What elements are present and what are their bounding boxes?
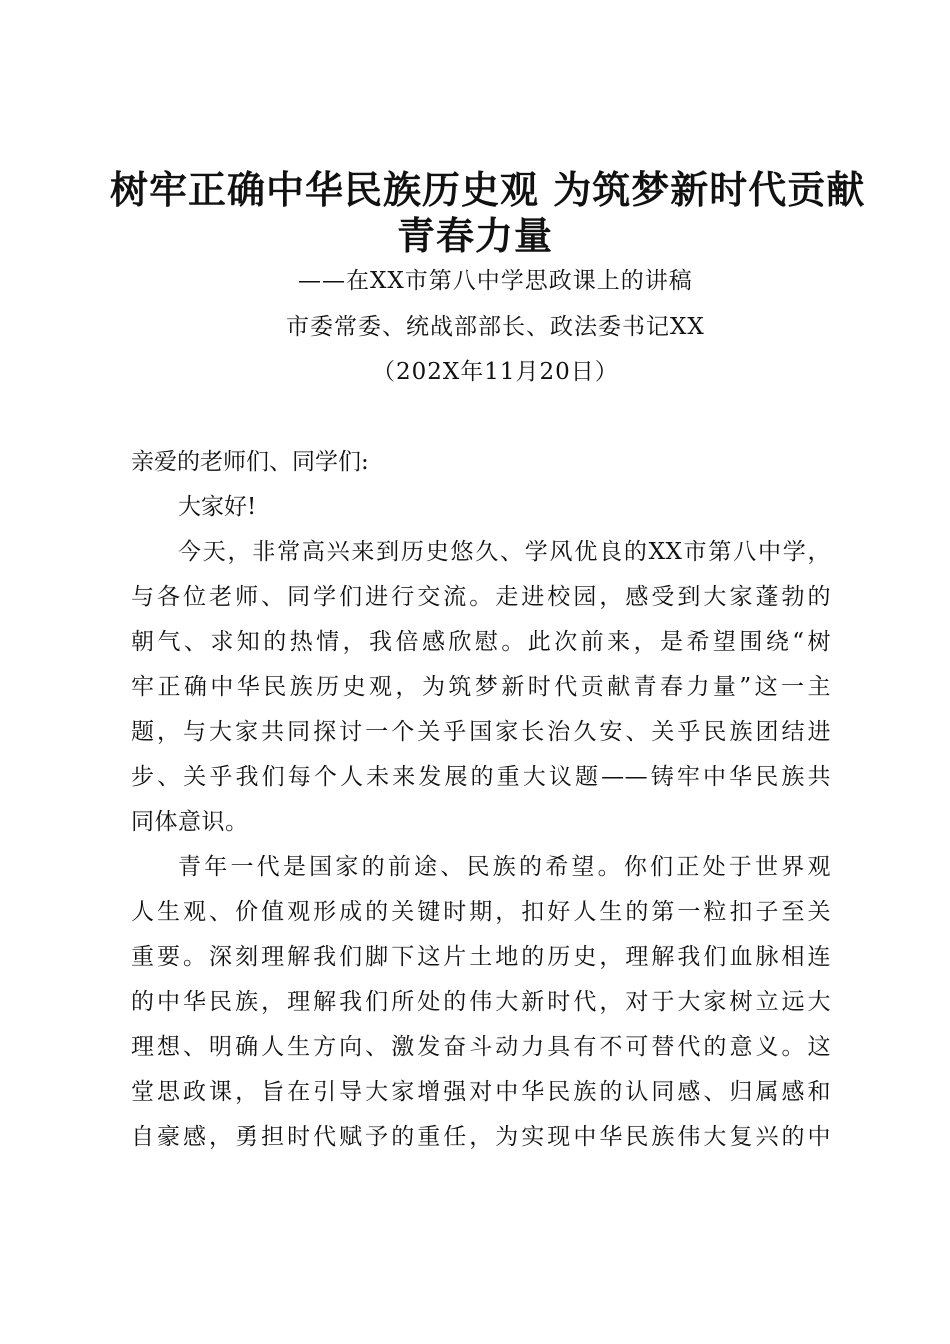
- paragraph-2-line: 自豪感，勇担时代赋予的重任，为实现中华民族伟大复兴的中: [131, 1124, 831, 1150]
- title-line-2: 青春力量: [396, 213, 553, 258]
- title-line-1: 树牢正确中华民族历史观 为筑梦新时代贡献: [110, 167, 866, 212]
- paragraph-2-line: 理想、明确人生方向、激发奋斗动力具有不可替代的意义。这: [131, 1034, 831, 1060]
- date: （202X年11月20日）: [372, 359, 619, 385]
- salutation: 亲爱的老师们、同学们:: [131, 449, 369, 475]
- subtitle: ——在XX市第八中学思政课上的讲稿: [298, 268, 693, 294]
- paragraph-1-line: 与各位老师、同学们进行交流。走进校园，感受到大家蓬勃的: [131, 584, 831, 610]
- paragraph-2-line: 堂思政课，旨在引导大家增强对中华民族的认同感、归属感和: [131, 1079, 831, 1105]
- paragraph-2-line: 青年一代是国家的前途、民族的希望。你们正处于世界观: [178, 854, 831, 880]
- paragraph-2-line: 重要。深刻理解我们脚下这片土地的历史，理解我们血脉相连: [131, 944, 831, 970]
- paragraph-1-line: 今天，非常高兴来到历史悠久、学风优良的XX市第八中学，: [178, 539, 831, 565]
- speaker: 市委常委、统战部部长、政法委书记XX: [286, 314, 705, 340]
- greeting: 大家好!: [178, 494, 257, 520]
- paragraph-2-line: 人生观、价值观形成的关键时期，扣好人生的第一粒扣子至关: [131, 899, 831, 925]
- paragraph-1-line: 步、关乎我们每个人未来发展的重大议题——铸牢中华民族共: [131, 764, 831, 790]
- paragraph-2-line: 的中华民族，理解我们所处的伟大新时代，对于大家树立远大: [131, 989, 831, 1015]
- paragraph-1-line: 牢正确中华民族历史观，为筑梦新时代贡献青春力量”这一主: [131, 674, 831, 700]
- paragraph-1-line: 同体意识。: [131, 809, 249, 835]
- paragraph-1-line: 朝气、求知的热情，我倍感欣慰。此次前来，是希望围绕“树: [131, 629, 831, 655]
- paragraph-1-line: 题，与大家共同探讨一个关乎国家长治久安、关乎民族团结进: [131, 719, 831, 745]
